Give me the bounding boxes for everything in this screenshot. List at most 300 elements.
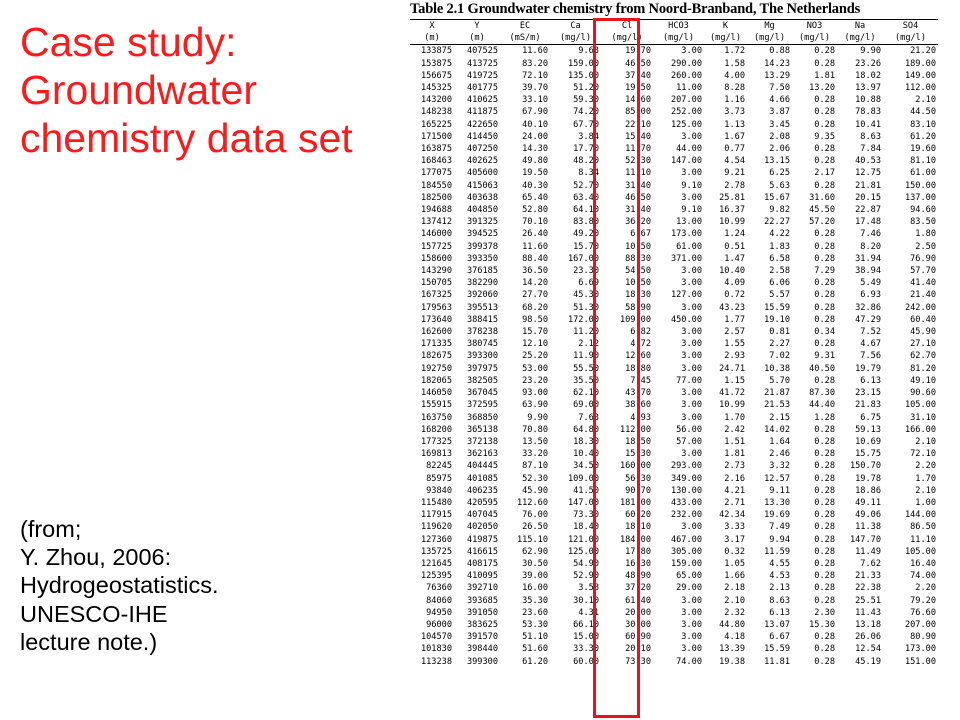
table-cell: 22.87	[855, 205, 881, 216]
table-cell: 9.11	[769, 485, 790, 496]
table-cell: 3.00	[681, 595, 702, 606]
table-cell: 61.20	[910, 131, 936, 142]
table-cell: 29.00	[676, 583, 702, 594]
table-cell: 61.00	[676, 241, 702, 252]
table-cell: 13.97	[855, 83, 881, 94]
table-cell: 35.30	[522, 595, 548, 606]
table-cell: 147.00	[567, 497, 599, 508]
table-cell: 11.81	[764, 656, 790, 667]
table-cell: 146000	[420, 229, 452, 240]
table-cell: 163875	[420, 144, 452, 155]
table-cell: 404445	[466, 461, 498, 472]
table-cell: 4.22	[769, 229, 790, 240]
table-cell: 0.28	[814, 58, 835, 69]
table-cell: 0.28	[814, 595, 835, 606]
table-cell: 4.55	[769, 558, 790, 569]
table-cell: 3.00	[681, 302, 702, 313]
table-cell: 391325	[466, 217, 498, 228]
table-cell: 51.10	[522, 632, 548, 643]
column-unit: (mg/l)	[550, 32, 601, 45]
table-cell: 160.00	[619, 461, 651, 472]
table-cell: 416615	[466, 546, 498, 557]
table-cell: 169813	[420, 449, 452, 460]
table-cell: 39.70	[522, 83, 548, 94]
column-unit: (m)	[454, 32, 500, 45]
table-cell: 41.40	[910, 278, 936, 289]
table-cell: 94950	[426, 607, 452, 618]
table-cell: 2.10	[915, 485, 936, 496]
table-cell: 66.10	[573, 619, 599, 630]
table-cell: 0.28	[814, 119, 835, 130]
table-cell: 5.70	[769, 375, 790, 386]
table-cell: 173.00	[904, 644, 936, 655]
table-cell: 3.00	[681, 327, 702, 338]
table-cell: 19.79	[855, 363, 881, 374]
table-cell: 125395	[420, 571, 452, 582]
table-cell: 23.26	[855, 58, 881, 69]
table-cell: 382290	[466, 278, 498, 289]
table-cell: 27.70	[522, 290, 548, 301]
table-cell: 58.90	[625, 302, 651, 313]
table-cell: 380745	[466, 339, 498, 350]
table-cell: 411875	[466, 107, 498, 118]
table-cell: 25.81	[719, 192, 745, 203]
table-cell: 4.54	[724, 156, 745, 167]
table-cell: 15.40	[625, 131, 651, 142]
table-cell: 79.20	[910, 595, 936, 606]
table-cell: 1.58	[724, 58, 745, 69]
table-cell: 2.32	[724, 607, 745, 618]
table-cell: 30.00	[625, 619, 651, 630]
table-cell: 81.20	[910, 363, 936, 374]
table-cell: 60.90	[625, 632, 651, 643]
table-cell: 23.20	[522, 375, 548, 386]
table-cell: 24.71	[719, 363, 745, 374]
table-cell: 5.63	[769, 180, 790, 191]
table-cell: 21.40	[910, 290, 936, 301]
table-cell: 173640	[420, 314, 452, 325]
table-row	[410, 473, 938, 485]
table-cell: 3.00	[681, 644, 702, 655]
table-cell: 167.00	[567, 253, 599, 264]
heading-line: Groundwater	[20, 67, 258, 113]
column-header: Ca	[550, 20, 601, 33]
table-cell: 388415	[466, 314, 498, 325]
table-cell: 177075	[420, 168, 452, 179]
table-cell: 31.10	[910, 412, 936, 423]
table-cell: 0.28	[814, 571, 835, 582]
table-cell: 62.10	[573, 388, 599, 399]
table-cell: 192750	[420, 363, 452, 374]
table-cell: 0.28	[814, 290, 835, 301]
column-header: EC	[500, 20, 550, 33]
table-cell: 3.00	[681, 192, 702, 203]
table-cell: 433.00	[670, 497, 702, 508]
table-cell: 166.00	[904, 424, 936, 435]
table-cell: 2.71	[724, 497, 745, 508]
table-cell: 64.10	[573, 205, 599, 216]
table-cell: 57.70	[910, 266, 936, 277]
table-cell: 349.00	[670, 473, 702, 484]
column-header: Na	[837, 20, 883, 33]
table-cell: 12.60	[625, 351, 651, 362]
table-cell: 147.70	[849, 534, 881, 545]
table-cell: 59.30	[573, 95, 599, 106]
table-cell: 24.00	[522, 131, 548, 142]
table-cell: 2.06	[769, 144, 790, 155]
table-cell: 1.83	[769, 241, 790, 252]
table-cell: 0.34	[814, 327, 835, 338]
table-cell: 54.50	[625, 266, 651, 277]
table-cell: 1.64	[769, 436, 790, 447]
table-cell: 11.43	[855, 607, 881, 618]
table-cell: 15.70	[573, 241, 599, 252]
table-cell: 173.00	[670, 229, 702, 240]
table-cell: 90.60	[910, 388, 936, 399]
table-cell: 63.90	[522, 400, 548, 411]
table-cell: 393350	[466, 253, 498, 264]
table-cell: 98.50	[522, 314, 548, 325]
table-cell: 1.70	[915, 473, 936, 484]
table-row	[410, 350, 938, 362]
table-cell: 11.90	[573, 351, 599, 362]
table-cell: 1.16	[724, 95, 745, 106]
table-row	[410, 460, 938, 472]
table-cell: 104570	[420, 632, 452, 643]
table-cell: 153875	[420, 58, 452, 69]
table-cell: 20.10	[625, 644, 651, 655]
table-cell: 1.66	[724, 571, 745, 582]
table-cell: 26.06	[855, 632, 881, 643]
column-header: HCO3	[653, 20, 704, 33]
table-cell: 158600	[420, 253, 452, 264]
table-cell: 171335	[420, 339, 452, 350]
table-cell: 404850	[466, 205, 498, 216]
table-cell: 7.29	[814, 266, 835, 277]
table-cell: 15.59	[764, 644, 790, 655]
table-cell: 1.05	[724, 558, 745, 569]
table-cell: 4.67	[860, 339, 881, 350]
table-cell: 3.00	[681, 632, 702, 643]
table-cell: 137.00	[904, 192, 936, 203]
table-cell: 1.67	[724, 131, 745, 142]
table-cell: 397975	[466, 363, 498, 374]
table-cell: 62.70	[910, 351, 936, 362]
column-header: Cl	[601, 20, 653, 33]
table-cell: 184550	[420, 180, 452, 191]
table-cell: 57.20	[809, 217, 835, 228]
table-cell: 43.70	[625, 388, 651, 399]
table-cell: 44.00	[676, 144, 702, 155]
table-cell: 10.41	[855, 119, 881, 130]
table-cell: 0.28	[814, 253, 835, 264]
table-cell: 12.75	[855, 168, 881, 179]
table-cell: 17.80	[625, 546, 651, 557]
table-cell: 13.15	[764, 156, 790, 167]
table-cell: 1.72	[724, 46, 745, 57]
table-cell: 399300	[466, 656, 498, 667]
table-cell: 121645	[420, 558, 452, 569]
table-cell: 410095	[466, 571, 498, 582]
table-cell: 125.00	[670, 119, 702, 130]
table-cell: 408175	[466, 558, 498, 569]
table-cell: 30.50	[522, 558, 548, 569]
table-cell: 2.42	[724, 424, 745, 435]
table-cell: 0.28	[814, 473, 835, 484]
table-cell: 7.84	[860, 144, 881, 155]
table-cell: 17.48	[855, 217, 881, 228]
table-cell: 76.60	[910, 607, 936, 618]
table-cell: 402625	[466, 156, 498, 167]
table-cell: 145325	[420, 83, 452, 94]
unit-header-row	[410, 32, 938, 45]
table-cell: 2.73	[724, 461, 745, 472]
table-cell: 0.28	[814, 656, 835, 667]
table-cell: 43.23	[719, 302, 745, 313]
table-row	[410, 436, 938, 448]
table-cell: 407525	[466, 46, 498, 57]
table-cell: 1.81	[724, 449, 745, 460]
table-cell: 22.27	[764, 217, 790, 228]
table-cell: 53.30	[522, 619, 548, 630]
table-cell: 1.81	[814, 70, 835, 81]
table-cell: 419725	[466, 70, 498, 81]
table-cell: 392710	[466, 583, 498, 594]
table-cell: 16.40	[910, 558, 936, 569]
table-cell: 18.10	[625, 522, 651, 533]
table-row	[410, 387, 938, 399]
table-cell: 144.00	[904, 510, 936, 521]
data-table-image	[410, 0, 955, 720]
table-cell: 113238	[420, 656, 452, 667]
table-cell: 8.28	[724, 83, 745, 94]
table-cell: 0.28	[814, 546, 835, 557]
table-cell: 31.40	[625, 205, 651, 216]
table-cell: 30.10	[573, 595, 599, 606]
table-row	[410, 485, 938, 497]
table-cell: 0.72	[724, 290, 745, 301]
table-cell: 63.40	[573, 192, 599, 203]
table-cell: 11.10	[625, 168, 651, 179]
table-cell: 3.73	[724, 107, 745, 118]
table-cell: 179563	[420, 302, 452, 313]
table-cell: 83.10	[910, 119, 936, 130]
table-cell: 115.10	[516, 534, 548, 545]
table-row	[410, 643, 938, 655]
table-cell: 5.57	[769, 290, 790, 301]
table-cell: 26.50	[522, 522, 548, 533]
table-cell: 182675	[420, 351, 452, 362]
table-cell: 14.20	[522, 278, 548, 289]
table-cell: 9.10	[681, 205, 702, 216]
table-cell: 168463	[420, 156, 452, 167]
table-cell: 0.81	[769, 327, 790, 338]
table-cell: 450.00	[670, 314, 702, 325]
citation-line: UNESCO-IHE	[20, 600, 168, 627]
table-cell: 0.28	[814, 107, 835, 118]
table-cell: 391570	[466, 632, 498, 643]
table-cell: 40.10	[522, 119, 548, 130]
table-cell: 51.20	[573, 83, 599, 94]
table-cell: 86.50	[910, 522, 936, 533]
table-cell: 25.51	[855, 595, 881, 606]
table-cell: 9.10	[681, 180, 702, 191]
table-row	[410, 546, 938, 558]
table-cell: 393685	[466, 595, 498, 606]
table-cell: 1.47	[724, 253, 745, 264]
column-unit: (mg/l)	[653, 32, 704, 45]
table-cell: 9.82	[769, 205, 790, 216]
table-cell: 13.00	[676, 217, 702, 228]
slide-heading	[20, 18, 353, 162]
table-cell: 125.00	[567, 546, 599, 557]
table-row	[410, 521, 938, 533]
table-cell: 12.10	[522, 339, 548, 350]
table-cell: 19.38	[719, 656, 745, 667]
table-cell: 189.00	[904, 58, 936, 69]
table-cell: 33.20	[522, 449, 548, 460]
table-cell: 54.90	[573, 558, 599, 569]
table-cell: 3.00	[681, 278, 702, 289]
table-cell: 44.40	[809, 400, 835, 411]
table-cell: 3.00	[681, 168, 702, 179]
table-cell: 362163	[466, 449, 498, 460]
table-cell: 87.10	[522, 461, 548, 472]
table-cell: 290.00	[670, 58, 702, 69]
table-cell: 146050	[420, 388, 452, 399]
column-unit: (mS/m)	[500, 32, 550, 45]
table-cell: 165225	[420, 119, 452, 130]
table-cell: 2.58	[769, 266, 790, 277]
table-cell: 60.20	[625, 510, 651, 521]
table-cell: 68.20	[522, 302, 548, 313]
column-header: SO4	[883, 20, 938, 33]
table-cell: 18.50	[625, 436, 651, 447]
table-cell: 414450	[466, 131, 498, 142]
table-row	[410, 119, 938, 131]
table-cell: 16.30	[625, 558, 651, 569]
table-cell: 64.80	[573, 424, 599, 435]
table-cell: 406235	[466, 485, 498, 496]
table-cell: 21.33	[855, 571, 881, 582]
table-cell: 81.10	[910, 156, 936, 167]
table-cell: 80.90	[910, 632, 936, 643]
table-cell: 392060	[466, 290, 498, 301]
heading-line: Case study:	[20, 19, 237, 65]
table-cell: 0.28	[814, 375, 835, 386]
table-row	[410, 106, 938, 118]
table-cell: 3.00	[681, 131, 702, 142]
table-cell: 32.86	[855, 302, 881, 313]
table-cell: 156675	[420, 70, 452, 81]
table-cell: 467.00	[670, 534, 702, 545]
table-title: Table 2.1 Groundwater chemistry from Noord-Branband, The Netherlands	[410, 1, 861, 17]
table-cell: 3.87	[769, 107, 790, 118]
table-cell: 10.40	[573, 449, 599, 460]
table-cell: 13.20	[809, 83, 835, 94]
table-cell: 3.00	[681, 619, 702, 630]
table-cell: 13.07	[764, 619, 790, 630]
table-cell: 0.77	[724, 144, 745, 155]
table-cell: 9.31	[814, 351, 835, 362]
table-cell: 19.60	[910, 144, 936, 155]
column-unit: (mg/l)	[747, 32, 792, 45]
table-row	[410, 192, 938, 204]
table-cell: 398440	[466, 644, 498, 655]
table-cell: 18.40	[573, 522, 599, 533]
citation-line: lecture note.)	[20, 628, 158, 655]
table-cell: 115480	[420, 497, 452, 508]
table-cell: 19.50	[522, 168, 548, 179]
table-cell: 21.53	[764, 400, 790, 411]
table-cell: 3.00	[681, 607, 702, 618]
table-cell: 162600	[420, 327, 452, 338]
table-cell: 159.00	[670, 558, 702, 569]
table-cell: 395513	[466, 302, 498, 313]
table-row	[410, 399, 938, 411]
citation-line: (from;	[20, 516, 82, 542]
table-cell: 0.28	[814, 241, 835, 252]
table-cell: 8.63	[769, 595, 790, 606]
table-cell: 35.50	[573, 375, 599, 386]
table-cell: 11.20	[573, 327, 599, 338]
table-cell: 83.80	[573, 217, 599, 228]
table-cell: 4.09	[724, 278, 745, 289]
table-cell: 18.86	[855, 485, 881, 496]
table-cell: 15.75	[855, 449, 881, 460]
column-header: Mg	[747, 20, 792, 33]
table-cell: 61.00	[910, 168, 936, 179]
table-cell: 2.10	[724, 595, 745, 606]
table-cell: 0.28	[814, 461, 835, 472]
table-cell: 1.13	[724, 119, 745, 130]
table-cell: 0.28	[814, 229, 835, 240]
table-row	[410, 265, 938, 277]
table-cell: 371.00	[670, 253, 702, 264]
table-cell: 11.00	[676, 83, 702, 94]
table-cell: 94.60	[910, 205, 936, 216]
table-cell: 0.28	[814, 95, 835, 106]
table-cell: 52.90	[573, 571, 599, 582]
table-cell: 26.40	[522, 229, 548, 240]
table-cell: 7.63	[578, 412, 599, 423]
table-cell: 117915	[420, 510, 452, 521]
table-cell: 2.93	[724, 351, 745, 362]
table-cell: 48.90	[625, 571, 651, 582]
table-cell: 6.75	[860, 412, 881, 423]
table-row	[410, 82, 938, 94]
table-cell: 60.00	[573, 656, 599, 667]
table-cell: 20.15	[855, 192, 881, 203]
table-cell: 10.69	[855, 436, 881, 447]
table-cell: 0.51	[724, 241, 745, 252]
table-cell: 96000	[426, 619, 452, 630]
table-cell: 23.60	[522, 607, 548, 618]
table-cell: 0.28	[814, 644, 835, 655]
table-cell: 8.20	[860, 241, 881, 252]
table-cell: 21.81	[855, 180, 881, 191]
table-cell: 14.02	[764, 424, 790, 435]
table-cell: 83.20	[522, 58, 548, 69]
table-cell: 143290	[420, 266, 452, 277]
table-cell: 12.57	[764, 473, 790, 484]
groundwater-table	[410, 19, 938, 668]
table-cell: 40.30	[522, 180, 548, 191]
table-cell: 2.17	[814, 168, 835, 179]
table-cell: 40.50	[809, 363, 835, 374]
table-cell: 207.00	[670, 95, 702, 106]
table-cell: 12.54	[855, 644, 881, 655]
